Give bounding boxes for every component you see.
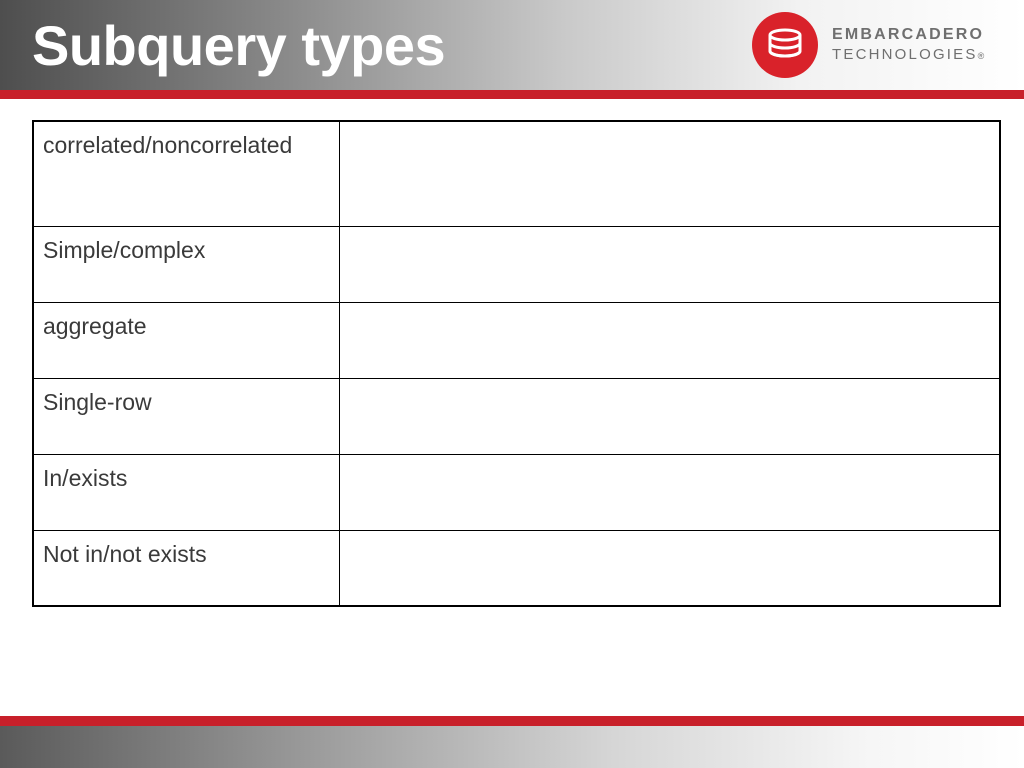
table-row: [33, 226, 1000, 302]
type-description: [339, 121, 1000, 226]
type-description: [339, 226, 1000, 302]
table-row: [33, 530, 1000, 606]
logo-wordmark-line2: [832, 46, 984, 63]
database-cylinder-icon: [752, 12, 818, 78]
logo-wordmark-line2-text: TECHNOLOGIES: [832, 46, 978, 63]
table-row: [33, 378, 1000, 454]
type-label: Simple/complex: [33, 226, 339, 302]
footer-band: [0, 726, 1024, 768]
table-row: [33, 454, 1000, 530]
subquery-types-table: [32, 120, 1001, 607]
company-logo: [752, 12, 1012, 78]
type-label: Not in/not exists: [33, 530, 339, 606]
type-description: [339, 302, 1000, 378]
type-label: aggregate: [33, 302, 339, 378]
type-description: [339, 530, 1000, 606]
type-label: In/exists: [33, 454, 339, 530]
type-description: [339, 378, 1000, 454]
header-red-rule: [0, 90, 1024, 99]
registered-mark: ®: [977, 51, 985, 61]
type-description: [339, 454, 1000, 530]
footer-red-rule: [0, 716, 1024, 726]
logo-wordmark-line1: EMBARCADERO: [832, 26, 985, 43]
table-row: [33, 121, 1000, 226]
slide-title: Subquery types: [32, 14, 446, 77]
table-row: [33, 302, 1000, 378]
type-label: correlated/noncorrelated: [33, 121, 339, 226]
type-label: Single-row: [33, 378, 339, 454]
